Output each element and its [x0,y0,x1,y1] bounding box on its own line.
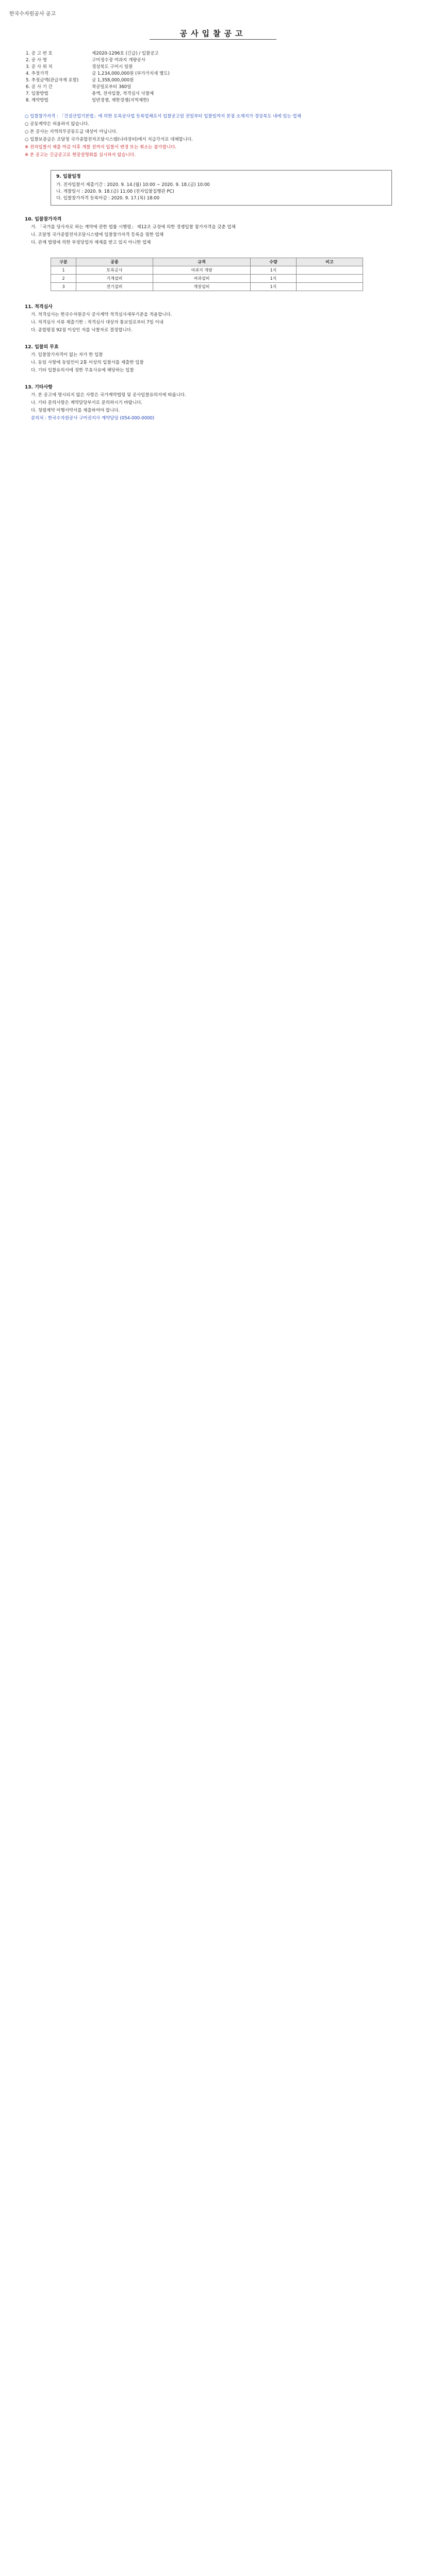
basic-key: 5. 추정금액(관급자재 포함) [26,78,79,83]
table-cell: 1식 [251,266,297,275]
basic-key: 2. 공 사 명 [26,58,47,63]
basic-value: 총액, 전자입찰, 적격심사 낙찰제 [92,91,154,96]
table-cell: 전기설비 [76,283,153,291]
section-line: 다. 기타 입찰유의서에 정한 무효사유에 해당하는 입찰 [31,368,134,373]
basic-value: 일반경쟁, 제한경쟁(지역제한) [92,98,149,103]
table-cell [297,266,363,275]
section-line: 나. 기타 문의사항은 계약담당부서로 문의하시기 바랍니다. [31,400,142,405]
table-cell: 3 [51,283,76,291]
table-header: 비고 [297,258,363,266]
basic-row [26,91,397,97]
basic-row [26,77,397,84]
section-line: 나. 적격심사 서류 제출기한 : 적격심사 대상자 통보일로부터 7일 이내 [31,320,163,325]
table-cell: 토목공사 [76,266,153,275]
table-header: 규격 [153,258,251,266]
section-line: 가. 전자입찰서 제출기간 : 2020. 9. 14.(월) 10:00 ~ 2020. 9. 18.(금) 10:00 [56,182,210,188]
section-line: 가. 「국가를 당사자로 하는 계약에 관한 법률 시행령」 제12조 규정에 의한 경쟁입찰 참가자격을 갖춘 업체 [31,225,236,230]
basic-value: 금 1,234,000,000원 (부가가치세 별도) [92,71,170,76]
basic-row [26,64,397,71]
basic-key: 8. 계약방법 [26,98,48,103]
basic-value: 경상북도 구미시 일원 [92,64,133,70]
title-underline [150,39,276,40]
invalid-section [25,344,401,375]
agency-header: 한국수자원공사 공고 [9,11,56,17]
basic-key: 3. 공 사 위 치 [26,64,53,70]
red-warning: ※ 전자입찰서 제출 마감 이후 개찰 전까지 입찰서 변경 또는 취소는 불가합니다. [25,145,177,150]
table-cell: 여과지 개량 [153,266,251,275]
basic-row [26,57,397,64]
basic-info-block [26,50,397,104]
table-row [51,266,363,275]
section-heading: 13. 기타사항 [25,385,53,390]
table-cell: 계장설비 [153,283,251,291]
notice-line: ○ 공동계약은 허용하지 않습니다. [25,122,89,127]
table-header: 공종 [76,258,153,266]
table-cell: 2 [51,275,76,283]
section-heading: 12. 입찰의 무효 [25,345,59,350]
section-line: 다. 관계 법령에 의한 부정당업자 제재를 받고 있지 아니한 업체 [31,240,151,245]
schedule-box [51,170,392,206]
basic-key: 4. 추정가격 [26,71,48,76]
page-title: 공사입찰공고 [179,29,247,38]
other-section [25,384,401,423]
basic-value: 착공일로부터 360일 [92,84,132,90]
notice-list [25,113,401,160]
table-header: 구분 [51,258,76,266]
qualification-section [25,304,401,335]
section-line: 다. 종합평점 92점 이상인 자를 낙찰자로 결정합니다. [31,328,133,333]
basic-key: 6. 공 사 기 간 [26,84,53,90]
section-line: 다. 청렴계약 이행서약서를 제출하여야 합니다. [31,408,120,413]
section-heading: 10. 입찰참가자격 [25,217,62,222]
table-cell: 1식 [251,283,297,291]
table-row [51,283,363,291]
basic-row [26,50,397,57]
section-line: 가. 적격심사는 한국수자원공사 공사계약 적격심사세부기준을 적용합니다. [31,312,172,317]
table-cell: 1식 [251,275,297,283]
table-row [51,275,363,283]
basic-row [26,97,397,104]
section-line: 나. 개찰일시 : 2020. 9. 18.(금) 11:00 (전자입찰집행관 PC) [56,189,174,194]
table-cell: 여과설비 [153,275,251,283]
basic-row [26,84,397,91]
basic-key: 7. 입찰방법 [26,91,48,96]
section-line: 다. 입찰참가자격 등록마감 : 2020. 9. 17.(목) 18:00 [56,196,160,201]
section-line: 가. 본 공고에 명시되지 않은 사항은 국가계약법령 및 공사입찰유의서에 따릅니다. [31,393,186,398]
section-line: 나. 동일 사항에 동일인이 2통 이상의 입찰서를 제출한 입찰 [31,360,144,365]
table-cell [297,275,363,283]
basic-row [26,71,397,77]
notice-line: ○ 본 공사는 지역의무공동도급 대상이 아닙니다. [25,129,118,134]
section-heading: 9. 입찰일정 [56,174,81,179]
section-line: 나. 조달청 국가종합전자조달시스템에 입찰참가자격 등록을 필한 업체 [31,232,164,238]
section-line: 가. 입찰참가자격이 없는 자가 한 입찰 [31,352,103,358]
contact-line: 문의처 : 한국수자원공사 구미권지사 계약담당 (054-000-0000) [31,416,155,421]
notice-line: ○ 입찰참가자격 : 「건설산업기본법」에 의한 토목공사업 등록업체로서 입찰공고일 전일부터 입찰일까지 본점 소재지가 경상북도 내에 있는 업체 [25,114,301,119]
red-warning: ※ 본 공고는 긴급공고로 현장설명회를 실시하지 않습니다. [25,152,136,158]
work-table-wrap [51,258,363,291]
notice-line: ○ 입찰보증금은 조달청 국가종합전자조달시스템(나라장터)에서 지급각서로 대체합니다. [25,137,193,142]
table-cell [297,283,363,291]
basic-value: 구미정수장 여과지 개량공사 [92,58,145,63]
table-cell: 1 [51,266,76,275]
table-cell: 기계설비 [76,275,153,283]
table-header: 수량 [251,258,297,266]
basic-key: 1. 공 고 번 호 [26,51,53,56]
basic-value: 금 1,358,000,000원 [92,78,134,83]
eligibility-section [25,216,401,247]
work-table [51,258,363,291]
section-heading: 11. 적격심사 [25,304,53,310]
basic-value: 제2020-1296호 (긴급) / 입찰공고 [92,51,159,56]
